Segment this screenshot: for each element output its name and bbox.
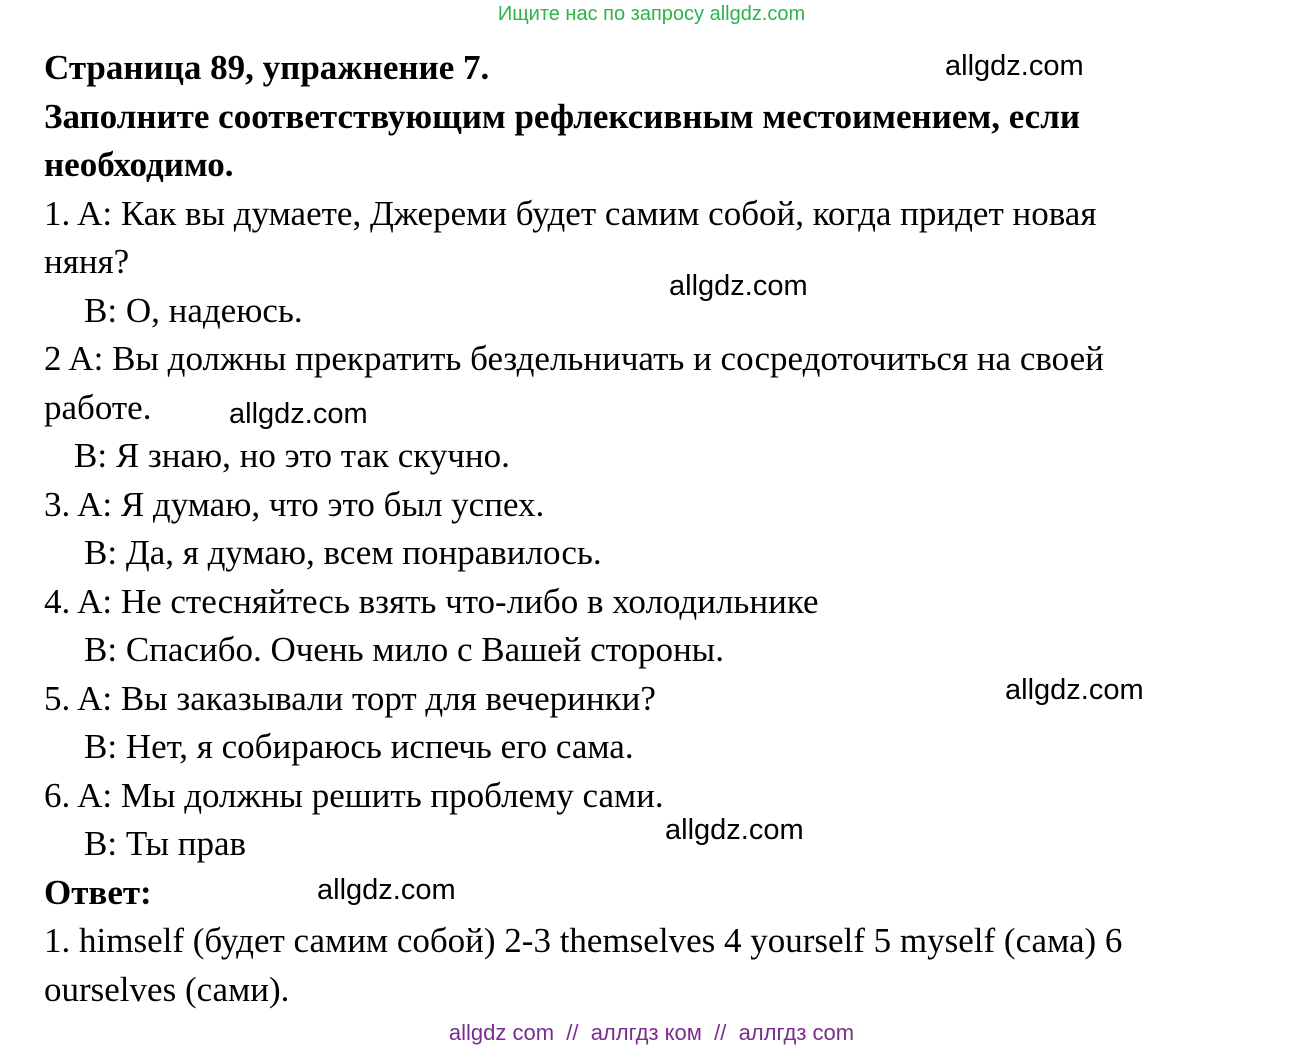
dialogue-2-a-line-1: 2 A: Вы должны прекратить бездельничать и сосредоточиться на своей bbox=[44, 339, 1104, 378]
dialogue-1-a-line-1: 1. A: Как вы думаете, Джереми будет самим собой, когда придет новая bbox=[44, 193, 1097, 233]
answer-line-2: ourselves (сами). bbox=[44, 969, 290, 1009]
dialogue-4-a: 4. A: Не стесняйтесь взять что-либо в холодильнике bbox=[44, 581, 819, 621]
watermark: allgdz.com bbox=[665, 814, 804, 846]
watermark: allgdz.com bbox=[669, 270, 808, 302]
watermark: allgdz.com bbox=[229, 398, 368, 430]
watermark: allgdz.com bbox=[945, 50, 1084, 82]
dialogue-5-a: 5. A: Вы заказывали торт для вечеринки? bbox=[44, 678, 656, 718]
watermark: allgdz.com bbox=[317, 874, 456, 906]
dialogue-3-b: B: Да, я думаю, всем понравилось. bbox=[84, 533, 602, 572]
exercise-content bbox=[44, 44, 1264, 1014]
dialogue-1-b: B: О, надеюсь. bbox=[84, 290, 303, 330]
dialogue-6-a: 6. A: Мы должны решить проблему сами. bbox=[44, 775, 664, 815]
dialogue-3-a: 3. A: Я думаю, что это был успех. bbox=[44, 484, 545, 524]
answer-label: Ответ: bbox=[44, 872, 152, 912]
instruction-line-2: необходимо. bbox=[44, 145, 234, 184]
top-banner: Ищите нас по запросу allgdz.com bbox=[497, 3, 806, 25]
dialogue-1-a-line-2: няня? bbox=[44, 242, 130, 281]
exercise-title: Страница 89, упражнение 7. bbox=[44, 48, 490, 87]
dialogue-5-b: B: Нет, я собираюсь испечь его сама. bbox=[84, 727, 634, 766]
dialogue-4-b: B: Спасибо. Очень мило с Вашей стороны. bbox=[84, 630, 724, 669]
instruction-line-1: Заполните соответствующим рефлексивным местоимением, если bbox=[44, 96, 1081, 136]
dialogue-2-a-line-2: работе. bbox=[44, 387, 152, 427]
bottom-banner: allgdz com // аллгдз ком // аллгдз com bbox=[448, 1020, 855, 1045]
dialogue-6-b: B: Ты прав bbox=[84, 824, 247, 863]
watermark: allgdz.com bbox=[1005, 674, 1144, 706]
answer-line-1: 1. himself (будет самим собой) 2-3 themselves 4 yourself 5 myself (сама) 6 bbox=[44, 921, 1123, 960]
dialogue-2-b: B: Я знаю, но это так скучно. bbox=[74, 436, 510, 475]
